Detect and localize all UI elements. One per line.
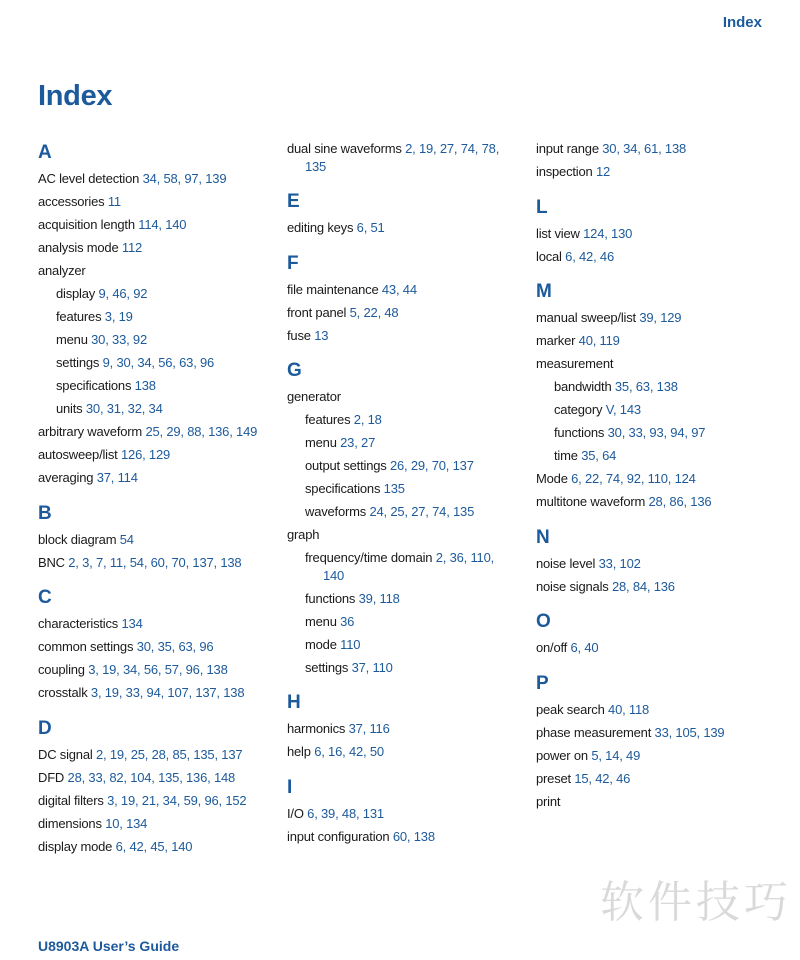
entry-page-refs[interactable]: 35, 64 <box>581 448 617 463</box>
index-section-i <box>287 775 527 846</box>
entry-term: output settings <box>305 458 387 473</box>
entry-term: Mode <box>536 471 568 486</box>
entry-term: crosstalk <box>38 685 88 700</box>
entry-term: DC signal <box>38 746 93 762</box>
index-entry <box>536 140 776 158</box>
section-letter: F <box>287 252 299 274</box>
section-letter: I <box>287 776 293 798</box>
entry-page-refs[interactable]: 34, 58, 97, 139 <box>142 171 227 186</box>
index-entry <box>536 493 776 511</box>
entry-term: menu <box>56 332 88 347</box>
entry-page-refs[interactable]: 25, 29, 88, 136, 149 <box>145 424 258 439</box>
entry-term: settings <box>305 659 349 675</box>
entry-page-refs[interactable]: 135 <box>383 481 405 496</box>
index-section-f <box>287 251 527 345</box>
entry-page-refs[interactable]: 3, 19, 34, 56, 57, 96, 138 <box>88 662 228 677</box>
entry-term: DFD <box>38 769 65 785</box>
entry-term: inspection <box>536 164 593 179</box>
entry-term: harmonics <box>287 721 346 736</box>
entry-page-refs[interactable]: 54 <box>119 531 134 547</box>
running-header: Index <box>722 14 762 31</box>
entry-page-refs[interactable]: 9, 30, 34, 56, 63, 96 <box>102 355 215 370</box>
index-subentry <box>38 331 278 349</box>
index-entry <box>536 770 776 788</box>
entry-page-refs[interactable]: 2, 19, 27, 74, 78, <box>405 141 500 156</box>
entry-page-refs[interactable]: 2, 18 <box>353 412 382 427</box>
index-entry <box>38 746 278 764</box>
index-entry <box>536 248 776 266</box>
index-subentry <box>287 411 527 429</box>
entry-term: help <box>287 744 311 759</box>
entry-term: coupling <box>38 662 85 677</box>
index-entry <box>38 262 278 280</box>
entry-page-refs[interactable]: 30, 33, 92 <box>91 332 147 347</box>
entry-term: BNC <box>38 554 65 570</box>
entry-term: bandwidth <box>554 379 612 394</box>
index-entry <box>287 219 527 237</box>
entry-term: analysis mode <box>38 240 119 255</box>
entry-page-refs[interactable]: 134 <box>121 616 143 631</box>
index-entry <box>287 327 527 345</box>
entry-page-refs[interactable]: 6, 42, 46 <box>565 248 614 264</box>
entry-term: block diagram <box>38 531 117 547</box>
entry-term: category <box>554 402 603 417</box>
index-column-1 <box>38 140 278 861</box>
index-section-g <box>287 358 527 676</box>
entry-page-refs-continued[interactable]: 140 <box>323 567 345 583</box>
entry-page-refs[interactable]: 124, 130 <box>583 225 633 241</box>
entry-term: characteristics <box>38 616 119 631</box>
section-letter: A <box>38 142 52 163</box>
entry-page-refs[interactable]: 30, 31, 32, 34 <box>85 401 163 416</box>
index-entry <box>536 747 776 765</box>
entry-page-refs[interactable]: 9, 46, 92 <box>98 286 148 301</box>
entry-term: input configuration <box>287 828 390 844</box>
entry-page-refs[interactable]: 5, 22, 48 <box>349 304 399 320</box>
entry-page-refs[interactable]: 110 <box>340 636 361 652</box>
index-subentry <box>287 480 527 498</box>
section-letter: L <box>536 196 548 218</box>
entry-page-refs[interactable]: 28, 86, 136 <box>648 494 712 509</box>
index-column-3 <box>536 140 776 816</box>
entry-page-refs[interactable]: 30, 35, 63, 96 <box>136 639 214 654</box>
index-column-2 <box>287 140 527 851</box>
entry-page-refs[interactable]: 30, 33, 93, 94, 97 <box>607 425 706 440</box>
entry-term: fuse <box>287 327 311 343</box>
entry-page-refs[interactable]: 138 <box>134 378 156 393</box>
entry-page-refs[interactable]: 60, 138 <box>392 828 435 844</box>
entry-page-refs[interactable]: 11 <box>107 194 121 209</box>
entry-page-refs[interactable]: 2, 36, 110, <box>435 550 495 565</box>
entry-term: AC level detection <box>38 171 140 186</box>
index-section-continued <box>287 140 527 175</box>
entry-term: manual sweep/list <box>536 310 636 325</box>
section-letter: H <box>287 692 301 713</box>
entry-page-refs[interactable]: 40, 119 <box>578 333 620 348</box>
index-entry <box>38 615 278 633</box>
index-section-n <box>536 525 776 596</box>
entry-term: I/O <box>287 805 304 821</box>
entry-page-refs[interactable]: 37, 114 <box>96 470 138 485</box>
index-subentry <box>536 447 776 465</box>
index-entry <box>38 554 278 572</box>
entry-term: specifications <box>56 378 132 393</box>
entry-term: display mode <box>38 838 113 854</box>
entry-term: local <box>536 248 562 264</box>
entry-page-refs[interactable]: 35, 63, 138 <box>614 379 678 394</box>
entry-term: file maintenance <box>287 281 379 297</box>
entry-term: settings <box>56 355 100 370</box>
entry-term: dimensions <box>38 815 102 831</box>
index-entry <box>536 355 776 373</box>
index-entry <box>38 170 278 188</box>
entry-term: graph <box>287 527 320 542</box>
entry-term: functions <box>305 590 356 606</box>
index-section-l <box>536 195 776 266</box>
index-entry <box>38 193 278 211</box>
entry-term: frequency/time domain <box>305 550 433 565</box>
entry-page-refs[interactable]: 5, 14, 49 <box>591 747 641 763</box>
index-section-m <box>536 279 776 511</box>
index-section-c <box>38 585 278 702</box>
entry-term: mode <box>305 636 337 652</box>
entry-term: menu <box>305 435 337 450</box>
entry-term: arbitrary waveform <box>38 424 143 439</box>
entry-page-refs[interactable]: 28, 33, 82, 104, 135, 136, 148 <box>67 769 236 785</box>
section-letter: D <box>38 717 52 739</box>
index-section-continued <box>536 140 776 181</box>
entry-term: units <box>56 401 83 416</box>
index-entry <box>536 225 776 243</box>
section-letter: B <box>38 502 52 524</box>
entry-term: analyzer <box>38 263 86 278</box>
entry-page-refs[interactable]: 114, 140 <box>138 217 187 232</box>
entry-term: features <box>305 412 351 427</box>
entry-page-refs-continued[interactable]: 135 <box>305 158 327 174</box>
index-section-a <box>38 140 278 487</box>
index-entry <box>38 446 278 464</box>
section-letter: C <box>38 587 52 608</box>
index-entry <box>536 309 776 327</box>
index-entry <box>38 239 278 257</box>
index-entry <box>38 684 278 702</box>
entry-term: acquisition length <box>38 217 135 232</box>
index-entry <box>287 281 527 299</box>
entry-page-refs[interactable]: 2, 3, 7, 11, 54, 60, 70, 137, 138 <box>68 554 242 570</box>
index-subentry <box>287 590 527 608</box>
index-entry <box>38 469 278 487</box>
entry-term: multitone waveform <box>536 494 646 509</box>
entry-term: autosweep/list <box>38 447 118 462</box>
index-entry <box>38 531 278 549</box>
index-subentry <box>536 378 776 396</box>
entry-page-refs[interactable]: 36 <box>340 613 355 629</box>
index-section-o <box>536 609 776 657</box>
index-subentry <box>287 549 527 584</box>
index-entry <box>536 793 776 811</box>
watermark: 软件技巧 <box>600 877 792 928</box>
entry-page-refs[interactable]: 126, 129 <box>121 447 171 462</box>
index-subentry <box>287 636 527 654</box>
index-section-b <box>38 501 278 572</box>
entry-term: power on <box>536 747 588 763</box>
entry-term: dual sine waveforms <box>287 141 402 156</box>
entry-term: preset <box>536 770 571 786</box>
entry-term: common settings <box>38 639 134 654</box>
entry-page-refs[interactable]: 28, 84, 136 <box>611 578 675 594</box>
entry-page-refs[interactable]: 6, 39, 48, 131 <box>307 805 384 821</box>
index-entry <box>536 701 776 719</box>
entry-term: digital filters <box>38 792 104 808</box>
entry-page-refs[interactable]: 6, 42, 45, 140 <box>115 838 193 854</box>
section-letter: O <box>536 611 551 632</box>
entry-page-refs[interactable]: 6, 51 <box>356 220 385 235</box>
entry-term: noise signals <box>536 578 609 594</box>
index-entry <box>536 578 776 596</box>
entry-term: waveforms <box>305 504 367 519</box>
entry-page-refs[interactable]: 3, 19, 21, 34, 59, 96, 152 <box>107 792 247 808</box>
index-entry <box>536 163 776 181</box>
entry-term: accessories <box>38 194 105 209</box>
entry-term: marker <box>536 333 576 348</box>
entry-term: input range <box>536 141 599 156</box>
page-title: Index <box>38 80 113 112</box>
entry-page-refs[interactable]: 33, 105, 139 <box>654 724 725 740</box>
index-section-d <box>38 716 278 856</box>
section-letter: N <box>536 526 550 548</box>
entry-term: front panel <box>287 304 347 320</box>
entry-term: generator <box>287 389 341 404</box>
entry-page-refs[interactable]: 37, 116 <box>348 721 390 736</box>
entry-page-refs[interactable]: 39, 129 <box>639 310 682 325</box>
entry-page-refs[interactable]: 6, 16, 42, 50 <box>314 744 384 759</box>
index-entry <box>287 140 527 175</box>
index-entry <box>38 838 278 856</box>
entry-term: editing keys <box>287 220 354 235</box>
index-entry <box>38 216 278 234</box>
index-entry <box>287 304 527 322</box>
entry-term: averaging <box>38 470 94 485</box>
index-entry <box>38 423 278 441</box>
entry-term: noise level <box>536 555 596 571</box>
index-entry <box>38 792 278 810</box>
section-letter: M <box>536 281 552 302</box>
index-subentry <box>287 613 527 631</box>
entry-term: functions <box>554 425 605 440</box>
index-section-e <box>287 189 527 237</box>
entry-page-refs[interactable]: 26, 29, 70, 137 <box>389 458 474 473</box>
entry-term: measurement <box>536 356 614 371</box>
index-subentry <box>536 401 776 419</box>
entry-page-refs[interactable]: 24, 25, 27, 74, 135 <box>369 504 475 519</box>
index-subentry <box>536 424 776 442</box>
entry-term: display <box>56 286 96 301</box>
entry-page-refs[interactable]: 12 <box>595 164 611 179</box>
entry-page-refs[interactable]: V, 143 <box>605 402 641 417</box>
index-entry <box>287 388 527 406</box>
entry-page-refs[interactable]: 23, 27 <box>340 435 376 450</box>
entry-term: phase measurement <box>536 724 652 740</box>
entry-page-refs[interactable]: 30, 34, 61, 138 <box>602 141 687 156</box>
entry-page-refs[interactable]: 33, 102 <box>598 555 641 571</box>
index-subentry <box>287 503 527 521</box>
section-letter: P <box>536 672 549 694</box>
entry-page-refs[interactable]: 39, 118 <box>358 590 400 606</box>
index-entry <box>38 638 278 656</box>
index-entry <box>38 661 278 679</box>
index-subentry <box>38 377 278 395</box>
index-subentry <box>38 308 278 326</box>
index-entry <box>287 805 527 823</box>
index-entry <box>287 720 527 738</box>
index-subentry <box>38 400 278 418</box>
index-section-h <box>287 690 527 761</box>
footer-guide-name: U8903A User’s Guide <box>38 938 180 954</box>
entry-page-refs[interactable]: 6, 22, 74, 92, 110, 124 <box>571 471 696 486</box>
entry-term: on/off <box>536 640 568 655</box>
entry-page-refs[interactable]: 3, 19 <box>104 309 133 324</box>
entry-term: list view <box>536 225 580 241</box>
index-entry <box>536 555 776 573</box>
index-subentry <box>287 659 527 677</box>
index-entry <box>536 332 776 350</box>
entry-page-refs[interactable]: 112 <box>121 240 143 255</box>
entry-term: print <box>536 793 561 809</box>
section-letter: G <box>287 360 302 381</box>
entry-page-refs[interactable]: 40, 118 <box>608 701 650 717</box>
entry-term: features <box>56 309 102 324</box>
index-section-p <box>536 671 776 811</box>
index-entry <box>38 815 278 833</box>
entry-page-refs[interactable]: 43, 44 <box>381 281 417 297</box>
entry-page-refs[interactable]: 10, 134 <box>105 815 148 831</box>
index-entry <box>536 639 776 657</box>
index-entry <box>536 470 776 488</box>
index-subentry <box>38 285 278 303</box>
index-entry <box>287 526 527 544</box>
entry-page-refs[interactable]: 6, 40 <box>570 640 599 655</box>
index-entry <box>287 743 527 761</box>
index-subentry <box>287 457 527 475</box>
index-subentry <box>38 354 278 372</box>
entry-page-refs[interactable]: 15, 42, 46 <box>574 770 631 786</box>
entry-page-refs[interactable]: 3, 19, 33, 94, 107, 137, 138 <box>90 685 245 700</box>
entry-term: peak search <box>536 701 605 717</box>
section-letter: E <box>287 191 300 212</box>
entry-page-refs[interactable]: 37, 110 <box>351 659 393 675</box>
index-entry <box>287 828 527 846</box>
entry-term: menu <box>305 613 337 629</box>
entry-page-refs[interactable]: 2, 19, 25, 28, 85, 135, 137 <box>95 746 243 762</box>
entry-term: time <box>554 448 578 463</box>
entry-page-refs[interactable]: 13 <box>314 327 329 343</box>
index-subentry <box>287 434 527 452</box>
entry-term: specifications <box>305 481 381 496</box>
index-entry <box>536 724 776 742</box>
index-entry <box>38 769 278 787</box>
